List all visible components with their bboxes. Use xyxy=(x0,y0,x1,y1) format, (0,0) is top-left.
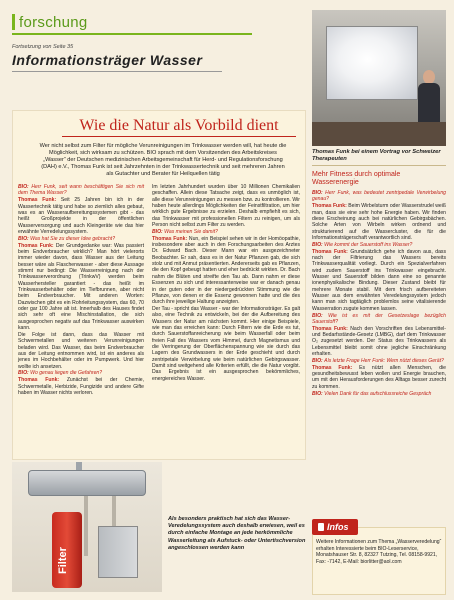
col2-paragraph xyxy=(152,236,300,306)
paragraph-text: Wo genau liegen die Gefahren? xyxy=(30,370,103,377)
photo-caption: Thomas Funk bei einem Vortrag vor Schweizer Therapeuten xyxy=(312,149,441,162)
article-column-3 xyxy=(312,190,446,398)
answer-label: Thomas Funk: xyxy=(312,325,351,332)
answer-label: Thomas Funk: xyxy=(312,364,360,371)
illustration-caption: Als besonders praktisch hat sich das Wasser-Veredelungssystem auch deshalb erwiesen, weil es durch einfache Montage an jede herkömmliche Wasserleitung als Aufstuck- oder Untertischversion angeschlossen werden kann xyxy=(168,516,306,551)
question-label: BIO: xyxy=(312,190,326,196)
paragraph-text: Herr Funk, seit wann beschäftigen Sie sich mit dem Thema Wasser? xyxy=(18,184,144,197)
paragraph-text: Der Grundgedanke war: Was passiert beim Endverbraucher wirklich? Man hört vielerorts immer wieder davon, dass Wasser aus der Leitung besser wäre als Flaschenwasser - aber diese Aussage stimmt nur bedingt: Die Wasserreinigung nach der Trinkwasserverordnung (TrinkwV) werden beim Wasserhersteller garantiert - das heißt im Trinkwasserbehälter oder im Tiefbrunnen, aber nicht beim Endverbraucher. Mit anderen Worten: Dazwischen gibt es ein Rohrleitungssystem, das 60, 70 oder gar 100 Jahre alt ist. Innerhalb des Hauses findet sich sehr oft eine Mischinstallation, die sich ausgesprochen negativ auf das Trinkwasser auswirken kann. xyxy=(18,242,144,332)
col1-paragraph xyxy=(18,377,144,396)
col3-paragraph xyxy=(312,326,446,358)
question-label: BIO: xyxy=(312,390,325,397)
paragraph-text: Zunächst bei der Chemie, Schwermetalle, Herbizide, Fungizide und andere Gifte haben im Wasser nichts verloren. xyxy=(18,377,144,396)
answer-label: Thomas Funk: xyxy=(18,242,56,249)
caption-rule xyxy=(312,165,446,166)
answer-label: Thomas Funk: xyxy=(312,248,351,255)
paragraph-text: Nun, ein Beispiel sehen wir in der Homöopathie, insbesondere aber auch in den Forschungsarbeiten des Arztes Dr. Edward Bach. Dieser Mann war ein ausgezeichneter Beobachter. Er sah, dass es in der Natur Pflanzen gab, die sich stolz und mit Anmut präsentierten. Andererseits gab es Pflanzen, die den Kopf gebeugt hatten und eher bedrückt wirkten. Dr. Bach nahm die Blüten und streifte den Tau ab. Dann nahm er diese Essenzen zu sich und interessanterweise war er danach genau in der guten oder in der niedergedrückten Stimmung wie die Pflanze, von denen er die Essenz gewonnen hatte und die des durch ihre jeweilige Haltung anzeigten. xyxy=(152,235,300,306)
question-label: BIO: xyxy=(18,184,32,190)
col3-paragraph xyxy=(312,249,446,312)
speaker-photo xyxy=(312,10,446,146)
col1-paragraph xyxy=(18,184,144,197)
answer-label: Thomas Funk: xyxy=(152,235,189,242)
col1-paragraph xyxy=(18,370,144,376)
paragraph-text: Was meinen Sie damit? xyxy=(164,228,218,235)
col2-paragraph xyxy=(152,306,300,382)
paragraph-text: Vielen Dank für das aufschlussreiche Gespräch xyxy=(324,390,432,397)
filter-illustration xyxy=(12,462,162,592)
projection-screen xyxy=(326,26,418,100)
right-column-heading: Mehr Fitness durch optimale Wasserenergie xyxy=(312,171,401,187)
info-tab xyxy=(312,519,358,535)
col3-paragraph xyxy=(312,242,446,248)
col3-paragraph xyxy=(312,365,446,390)
paragraph-text: Grundsätzlich gehe ich davon aus, dass nach der Filtrierung das Wassers bereits Trinkwasserqualität vorliegt. Durch ein Spezialverfahren wird zudem Sauerstoff ins Trinkwasser eingebracht. Wasser und Sauerstoff bilden dann eine so genannte ionenphysikalische Bindung. Dieser Zustand bleibt für mehrere Monate stabil. Mit dem frisch aufbereiteten Wasser aus dem erwähnten Veredelungssystem jedoch kann man sich tagtäglich problemlos seine vitalisierende Wasserration zugute kommen lassen. xyxy=(312,248,446,312)
section-rule xyxy=(12,33,252,35)
col3-paragraph xyxy=(312,203,446,241)
col3-paragraph xyxy=(312,358,446,364)
section-title: forschung xyxy=(19,13,88,31)
paragraph-text: Im letzten Jahrhundert wurden über 10 Millionen Chemikalien geschaffen. Allein diese Tatsache zeigt, dass es unmöglich ist, alle diese Verunreinigungen zu messen bzw. zu kontrollieren. Wir haben heute allerdings Möglichkeiten der Feinstfiltration, um hier wirklich gute Ergebnisse zu erzielen. Deshalb empfiehlt es sich, das Trinkwasser mit professionellen Filtern zu reinigen, um als Person nicht selbst zum Filter zu werden. xyxy=(152,184,300,229)
info-text: Weitere Informationen zum Thema „Wasserveredelung“ erhalten Interessierte beim BIO-Leserservice, Monatshauser Str. 8, 82327 Tutzing, Tel. 08158-9921, Fax: -7142, E-Mail: biorlitter@aol.com xyxy=(316,539,442,565)
question-label: BIO: xyxy=(152,228,165,235)
filter-label: Filter xyxy=(57,547,69,574)
paragraph-text: Als letzte Frage Herr Funk: Wem nützt dieses Gerät? xyxy=(324,357,444,364)
col3-paragraph xyxy=(312,190,446,203)
question-label: BIO: xyxy=(312,241,325,248)
sink xyxy=(28,470,146,496)
paragraph-text: Nach den Vorschriften des Lebensmittel- und Bedarfsstände-Gesetz (LMBG), darf dem Trinkwasser O₂ zugesetzt werden. Der Status des Trinkwassers als Lebensmittel bleibt somit ohne jegliche Einschränkung erhalten. xyxy=(312,325,446,358)
paragraph-text: Seit 25 Jahren bin ich in der Wassertechnik tätig und habe so ziemlich alles gebaut, was es an Wasseraufbereitungssystemen gibt - das heißt Großprojekte in der öffentlichen Wasserversorgung und auch Kleingeräte wie das hier erwähnte Verredelungssystem. xyxy=(18,197,144,235)
article-column-2 xyxy=(152,184,300,383)
col2-paragraph xyxy=(152,229,300,235)
question-label: BIO: xyxy=(18,370,31,377)
col1-paragraph xyxy=(18,197,144,235)
info-icon xyxy=(318,523,324,531)
question-label: BIO: xyxy=(18,235,31,242)
section-header xyxy=(12,12,88,32)
col2-paragraph xyxy=(152,184,300,228)
page-title: Informationsträger Wasser xyxy=(12,52,203,68)
article-column-1 xyxy=(18,184,144,397)
title-rule xyxy=(12,71,222,72)
col1-paragraph xyxy=(18,236,144,242)
paragraph-text: Beim Wirbelsturm oder Wasserstrudel weiß man, dass sie eine sehr hohe Energie haben. Wir finden diese Erscheinung auch bei natürlichen Gebirgsbächen. Solche Arten von Wirbeln wirken ordnend und strukturierend auf die Wassercluster, die für die Informationsträgerschaft verantwortlich sind. xyxy=(312,203,446,241)
answer-label: Thomas Funk: xyxy=(312,203,349,210)
col3-paragraph xyxy=(312,313,446,326)
article-headline: Wie die Natur als Vorbild dient xyxy=(62,117,296,137)
col3-paragraph xyxy=(312,391,446,397)
answer-label: Thomas Funk: xyxy=(18,197,61,204)
paragraph-text: Wie ist es mit der Gesetzeslage bezüglich Sauerstoff? xyxy=(312,312,447,325)
section-accent-bar xyxy=(12,14,15,30)
paragraph-text: Die Folge ist dann, dass das Wasser mit Schwermetallen und weiteren Verunreinigungen beladen wird. Das Wasser, das beim Endverbraucher aus der Leitung entnommen wird, ist ein anderes als jenes im Hochbehälter oder im Pumpwerk. Und hier wollte ich ansetzen. xyxy=(18,331,144,370)
paragraph-text: Es nützt allen Menschen, die gesundheitsbewusst leben wollen und Energie brauchen, um mit den Herausforderungen des Alltags besser zurecht zu kommen. xyxy=(312,364,446,390)
article-intro: Wer nicht selbst zum Filter für mögliche Verunreinigungen im Trinkwasser werden will, hat heute die Möglichkeit, sich wirksam zu schützen. BIO sprach mit dem Vorsitzenden des Arbeitskreises „Wasser“ der Deutschen medizinischen Arbeitsgemeinschaft für Herd- und Regulationsforschung (DAH) e.V., Thomas Funk ist seit Jahrzehnten in der Trinkwassertechnik und seit mehreren Jahren als Gutachter und Berater für Heilquellen tätig xyxy=(39,143,287,178)
question-label: BIO: xyxy=(312,312,329,319)
col1-paragraph xyxy=(18,332,144,370)
filter-housing xyxy=(98,526,138,578)
question-label: BIO: xyxy=(312,357,325,364)
paragraph-text: Der Tau - spricht das Wasser - war der Informationsträger. Es galt also, eine Technik zu entwickeln, bei der die Aufbereitung des Wassers der Natur am nächsten kommt. Hier einige Beispiele, wie man das erreichen kann: Durch Filtern wie die Erde es tut, durch Sauerstoffanreicherung wie beim Wasserfall oder beim freien Fall des Wassers vom Himmel, durch Magnetismus und die Verringerung der Oberflächenspannung wie sie durch das Lagern des Grundwassers in der Erde geschieht und durch zentripetale Verwirbelung wie beim natürlichen Gebirgswasser. Damit sind weitgehend alle Kriterien erfüllt, die die Natur vorgibt. Das Ergebnis ist ein ausgesprochen bekömmliches, energiereiches Wasser. xyxy=(152,306,300,382)
paragraph-text: Herr Funk, was bedeutet zentripedale Verwirbelung genau? xyxy=(312,190,446,203)
paragraph-text: Was hat Sie zu dieser Idee gebracht? xyxy=(30,235,116,242)
paragraph-text: Wie kommt der Sauerstoff ins Wasser? xyxy=(324,241,413,248)
lectern xyxy=(312,122,446,146)
info-title: Infos xyxy=(327,522,349,532)
answer-label: Thomas Funk: xyxy=(18,377,67,384)
continued-note: Fortsetzung von Seite 35 xyxy=(12,44,74,50)
col1-paragraph xyxy=(18,243,144,332)
